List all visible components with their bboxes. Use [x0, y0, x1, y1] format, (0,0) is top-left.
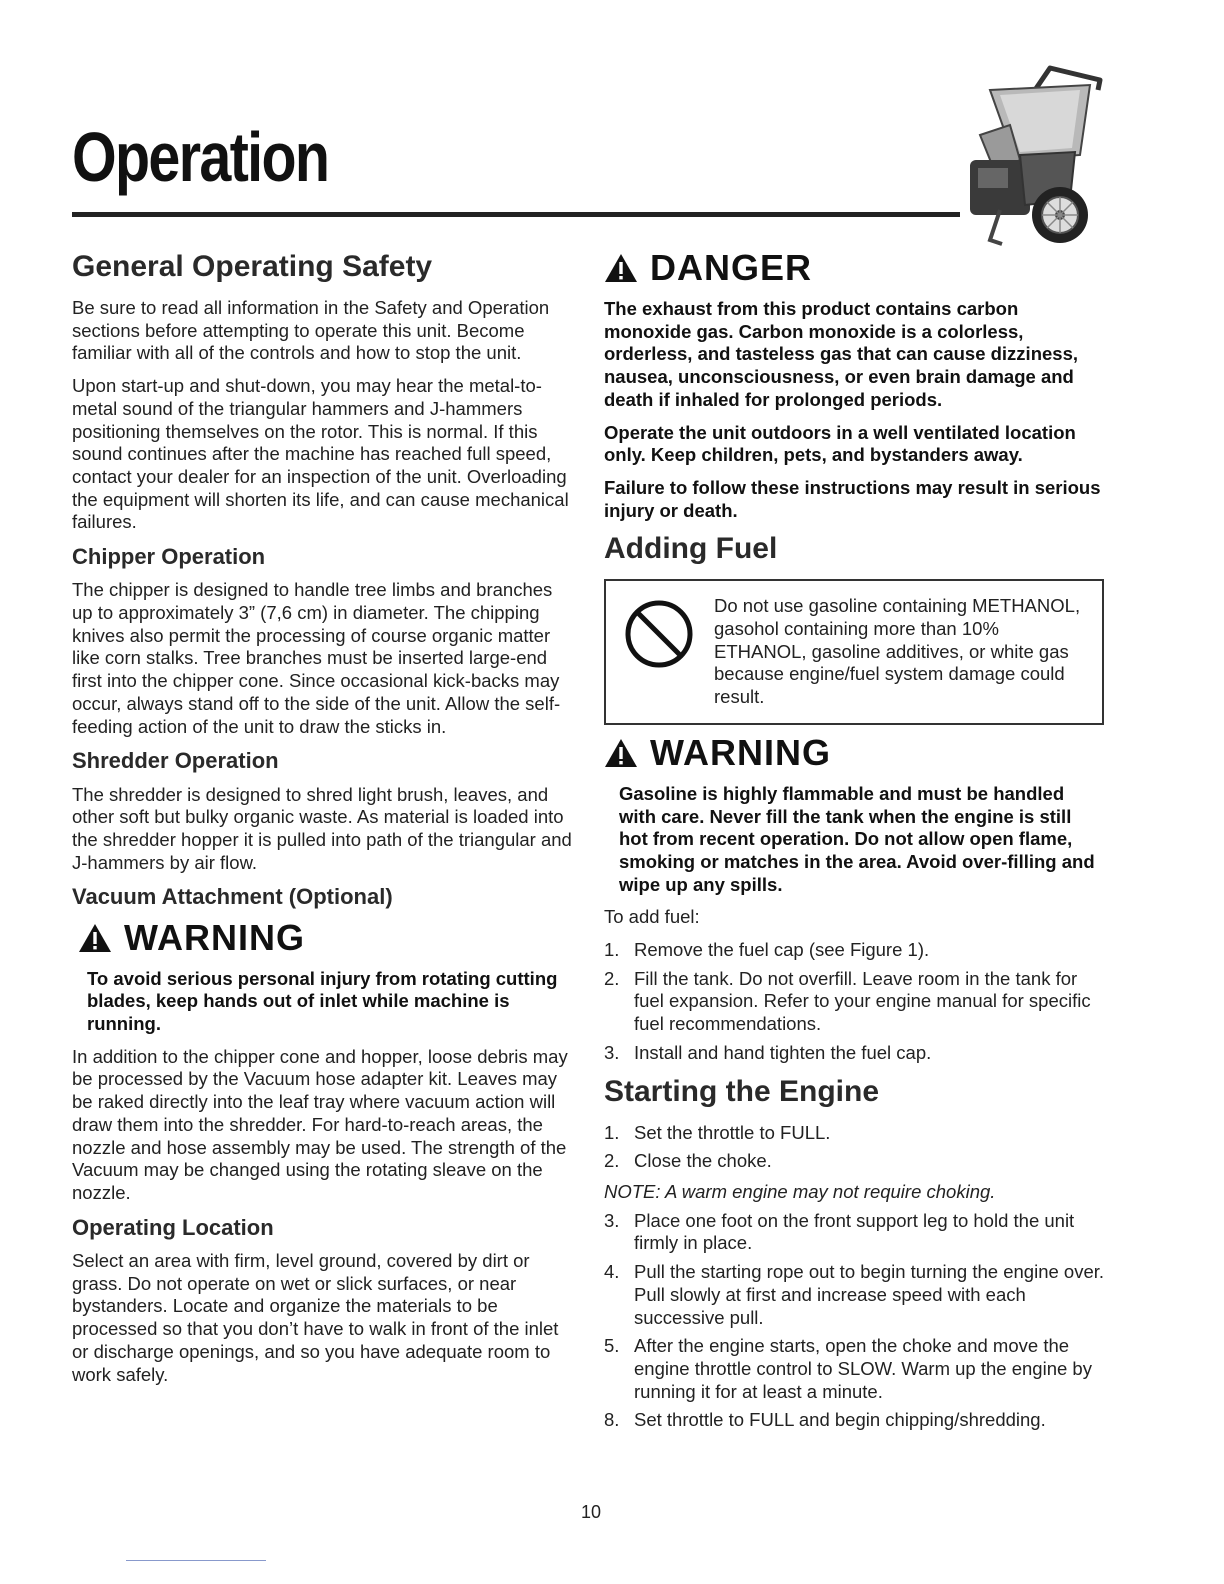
warning-triangle-icon — [604, 738, 638, 768]
starting-steps-b — [604, 1210, 1104, 1432]
list-item: 5. After the engine starts, open the choke and move the engine throttle control to SLOW. Warm up the engine by running it for at least a minute. — [604, 1335, 1092, 1402]
vacuum-warning-header — [78, 916, 577, 958]
title-rule — [72, 212, 960, 217]
list-item: 3. Place one foot on the front support leg to hold the unit firmly in place. — [604, 1209, 1075, 1254]
general-safety-paragraph-1: Be sure to read all information in the Safety and Operation sections before attempting to operate this unit. Become familiar with all of the controls and how to stop the unit. — [72, 297, 550, 364]
fuel-warning-header — [604, 731, 1104, 773]
danger-header — [604, 247, 1104, 288]
shredder-text: The shredder is designed to shred light brush, leaves, and other soft but bulky organic waste. As material is loaded into the shredder hopper it is pulled into path of the triangular and J-hammers by air flow. — [72, 783, 572, 873]
shredder-heading: Shredder Operation — [72, 748, 279, 774]
vacuum-warning-label: WARNING — [124, 916, 305, 958]
danger-paragraph-3: Failure to follow these instructions may result in serious injury or death. — [604, 476, 1101, 521]
vacuum-text: In addition to the chipper cone and hopper, loose debris may be processed by the Vacuum hose adapter kit. Leaves may be raked directly into the leaf tray where vacuum action will draw them into the shredder. For hard-to-reach areas, the nozzle and hose assembly may be used. The strength of the Vacuum may be changed using the rotating sleave on the nozzle. — [72, 1045, 568, 1203]
danger-paragraph-2: Operate the unit outdoors in a well ventilated location only. Keep children, pets, and bystanders away. — [604, 421, 1076, 466]
no-symbol-icon — [624, 599, 694, 669]
vacuum-warning-text: To avoid serious personal injury from rotating cutting blades, keep hands out of inlet while machine is running. — [87, 967, 558, 1035]
general-safety-heading: General Operating Safety — [72, 250, 433, 283]
add-fuel-steps — [604, 939, 1104, 1065]
fuel-notice-text: Do not use gasoline containing METHANOL, gasohol containing more than 10% ETHANOL, gasoline additives, or white gas because engine/fuel system damage could result. — [714, 595, 1081, 708]
left-column — [72, 240, 577, 1396]
starting-steps-a — [604, 1122, 1104, 1173]
warning-triangle-icon — [78, 923, 112, 953]
list-item: 4. Pull the starting rope out to begin turning the engine over. Pull slowly at first and increase speed with each successive pull. — [604, 1261, 1105, 1328]
list-item: 1. Set the throttle to FULL. — [604, 1121, 831, 1143]
right-column — [604, 240, 1104, 1440]
starting-heading: Starting the Engine — [604, 1074, 880, 1108]
list-item: 2. Close the choke. — [604, 1150, 772, 1172]
list-item: 8. Set throttle to FULL and begin chipping/shredding. — [604, 1409, 1046, 1431]
danger-paragraph-1: The exhaust from this product contains carbon monoxide gas. Carbon monoxide is a colorless, orderless, and tasteless gas that can cause dizziness, nausea, unconsciousness, or even brain damage and death if inhaled for prolonged periods. — [604, 298, 1079, 410]
location-heading: Operating Location — [72, 1214, 274, 1240]
warning-triangle-icon — [604, 253, 638, 283]
general-safety-paragraph-2: Upon start-up and shut-down, you may hear the metal-to-metal sound of the triangular hammers and J-hammers positioning themselves on the rotor. This is normal. If this sound continues after the machine has reached full speed, contact your dealer for an inspection of the unit. Overloading the equipment will shorten its life, and can cause mechanical failures. — [72, 375, 569, 533]
page-number: 10 — [580, 1502, 602, 1522]
list-item: 3. Install and hand tighten the fuel cap. — [604, 1041, 932, 1063]
list-item: 1. Remove the fuel cap (see Figure 1). — [604, 939, 930, 961]
chipper-heading: Chipper Operation — [72, 544, 266, 570]
vacuum-heading: Vacuum Attachment (Optional) — [72, 884, 393, 910]
danger-label: DANGER — [650, 247, 813, 288]
fuel-warning-text: Gasoline is highly flammable and must be handled with care. Never fill the tank when the engine is still hot from recent operation. Do not allow open flame, smoking or matches in the area. Avoid over-filling and wipe up any spills. — [619, 782, 1095, 895]
add-fuel-intro: To add fuel: — [604, 906, 700, 928]
footer-rule — [126, 1560, 266, 1561]
fuel-notice-box — [604, 579, 1104, 725]
chipper-text: The chipper is designed to handle tree limbs and branches up to approximately 3” (7,6 cm) in diameter. The chipping knives also permit the processing of course organic matter like corn stalks. Tree branches must be inserted large-end first into the chipper cone. Since occasional kick-backs may occur, always stand off to the side of the unit. Allow the self-feeding action of the unit to draw the sticks in. — [72, 579, 561, 737]
fuel-warning-label: WARNING — [650, 731, 831, 773]
list-item: 2. Fill the tank. Do not overfill. Leave room in the tank for fuel expansion. Refer to your engine manual for specific fuel recommendations. — [604, 967, 1091, 1035]
page-title: Operation — [72, 118, 329, 196]
adding-fuel-heading: Adding Fuel — [604, 532, 778, 566]
location-text: Select an area with firm, level ground, covered by dirt or grass. Do not operate on wet or slick surfaces, or near bystanders. Locate and organize the materials to be processed so that you don’t have to walk in front of the inlet or discharge openings, and so you have adequate room to work safely. — [72, 1249, 559, 1385]
starting-note: NOTE: A warm engine may not require choking. — [604, 1180, 996, 1202]
chipper-shredder-icon — [940, 60, 1110, 250]
